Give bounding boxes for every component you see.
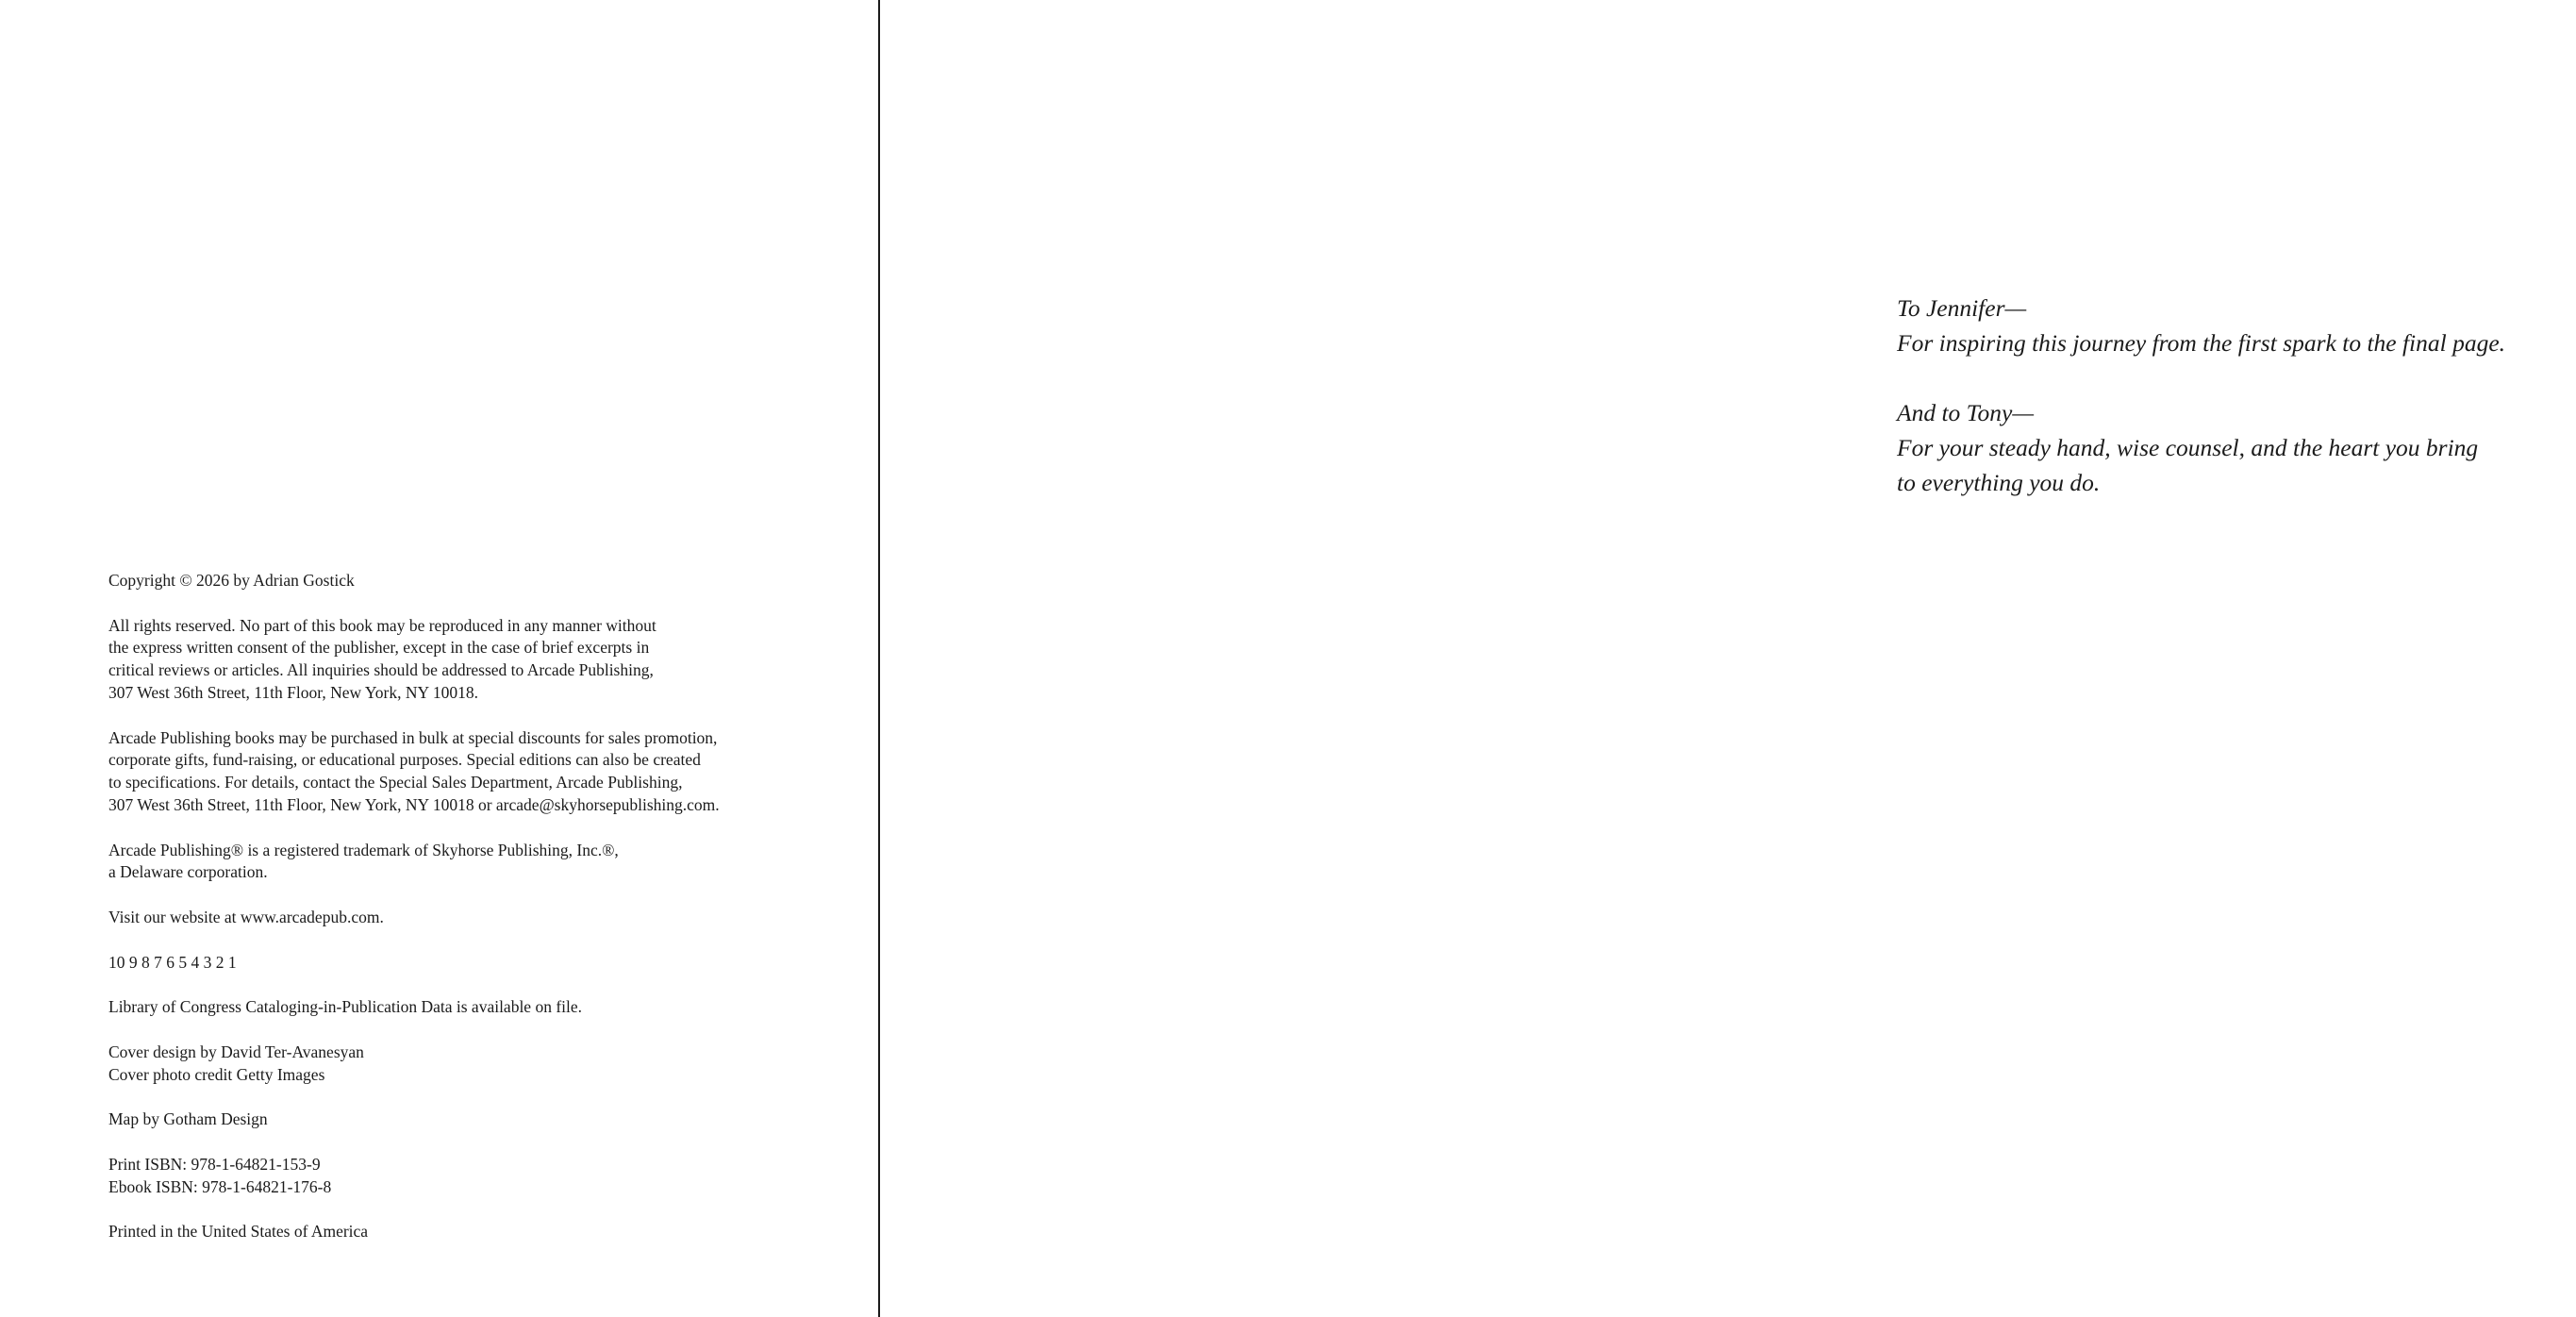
map-credit: Map by Gotham Design: [108, 1109, 268, 1129]
dedication-jennifer: To Jennifer— For inspiring this journey from the first spark to the final page.: [1897, 294, 2506, 357]
printed-in-line: Printed in the United States of America: [108, 1222, 369, 1242]
dedication-page: [880, 0, 2506, 1317]
bulk-sales-paragraph: Arcade Publishing books may be purchased in bulk at special discounts for sales promotion, corporate gifts, fund-raising, or educational purposes. Special editions can also be created to specifications. For details, contact the Special Sales Department, Arcade Publishing, 307 West 36th Street, 11th Floor, New York, NY 10018 or arcade@skyhorsepublishing.com.: [108, 727, 720, 814]
dedication-block: [1897, 291, 2576, 500]
rights-reserved-paragraph: All rights reserved. No part of this book may be reproduced in any manner without the express written consent of the publisher, except in the case of brief excerpts in critical reviews or articles. All inquiries should be addressed to Arcade Publishing, 307 West 36th Street, 11th Floor, New York, NY 10018.: [108, 615, 656, 702]
copyright-notice: Copyright © 2026 by Adrian Gostick: [108, 571, 355, 590]
cip-data-line: Library of Congress Cataloging-in-Publication Data is available on file.: [108, 997, 583, 1017]
cover-credits: Cover design by David Ter-Avanesyan Cover photo credit Getty Images: [108, 1042, 364, 1084]
trademark-paragraph: Arcade Publishing® is a registered trademark of Skyhorse Publishing, Inc.®, a Delaware corporation.: [108, 840, 619, 882]
isbn-block: Print ISBN: 978-1-64821-153-9 Ebook ISBN: 978-1-64821-176-8: [108, 1154, 332, 1196]
dedication-tony: And to Tony— For your steady hand, wise counsel, and the heart you bring to everything you do.: [1897, 399, 2479, 496]
website-line: Visit our website at www.arcadepub.com.: [108, 907, 384, 926]
printing-line: 10 9 8 7 6 5 4 3 2 1: [108, 952, 237, 972]
copyright-block: [108, 570, 844, 1243]
copyright-page: [0, 0, 878, 1317]
